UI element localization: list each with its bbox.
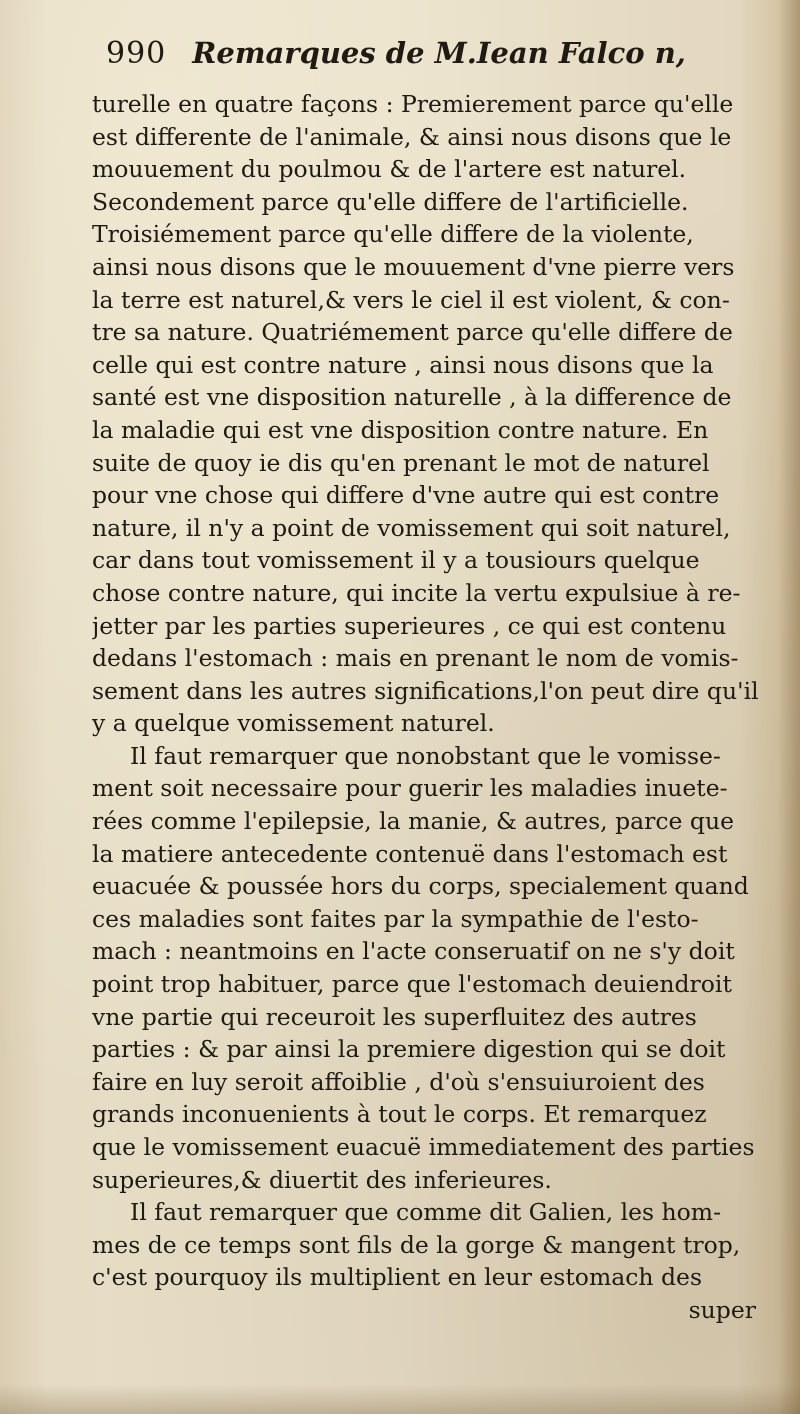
text-line: tre sa nature. Quatriémement parce qu'elle differe de [92, 318, 733, 347]
text-line: Secondement parce qu'elle differe de l'artificielle. [92, 187, 689, 216]
text-line: euacuée & poussée hors du corps, specialement quand [92, 872, 749, 901]
page-number: 990 [106, 36, 167, 71]
text-line: la maladie qui est vne disposition contre nature. En [92, 415, 709, 444]
paragraph-start-line: Il faut remarquer que comme dit Galien, les hom- [130, 1198, 722, 1227]
text-line: mach : neantmoins en l'acte conseruatif on ne s'y doit [92, 937, 735, 966]
catchword: super [688, 1295, 756, 1324]
text-line: rées comme l'epilepsie, la manie, & autres, parce que [92, 807, 734, 836]
text-line: est differente de l'animale, & ainsi nous disons que le [92, 122, 732, 151]
text-line: ment soit necessaire pour guerir les maladies inuete- [92, 774, 728, 803]
text-line: superieures,& diuertit des inferieures. [92, 1165, 552, 1194]
text-line: grands inconuenients à tout le corps. Et remarquez [92, 1100, 707, 1129]
text-line: ces maladies sont faites par la sympathie de l'esto- [92, 904, 699, 933]
text-line: suite de quoy ie dis qu'en prenant le mot de naturel [92, 448, 710, 477]
text-line: dedans l'estomach : mais en prenant le nom de vomis- [92, 644, 739, 673]
page-bottom-shadow [0, 1384, 800, 1414]
text-block [92, 36, 762, 1327]
text-line: chose contre nature, qui incite la vertu expulsiue à re- [92, 578, 741, 607]
text-line: que le vomissement euacuë immediatement des parties [92, 1133, 755, 1161]
page-edge-shadow [778, 0, 800, 1414]
text-line: y a quelque vomissement naturel. [92, 709, 495, 738]
text-line: ainsi nous disons que le mouuement d'vne pierre vers [92, 252, 735, 281]
catchword-row [92, 1294, 762, 1327]
text-line: nature, il n'y a point de vomissement qui soit naturel, [92, 513, 731, 542]
text-line: jetter par les parties superieures , ce qui est contenu [92, 611, 727, 640]
text-line: la matiere antecedente contenuë dans l'estomach est [92, 839, 728, 868]
running-head: Remarques de M.Iean Falco n, [192, 36, 686, 70]
text-line: car dans tout vomissement il y a tousiours quelque [92, 546, 700, 575]
text-line: parties : & par ainsi la premiere digestion qui se doit [92, 1035, 726, 1064]
paragraph-start-line: Il faut remarquer que nonobstant que le vomisse- [130, 741, 721, 770]
text-line: faire en luy seroit affoiblie , d'où s'ensuiuroient des [92, 1067, 705, 1096]
text-line: mes de ce temps sont fils de la gorge & mangent trop, [92, 1230, 741, 1259]
text-line: sement dans les autres significations,l'on peut dire qu'il [92, 676, 759, 705]
page-header [106, 36, 762, 88]
text-line: santé est vne disposition naturelle , à la difference de [92, 383, 732, 412]
text-line: turelle en quatre façons : Premierement parce qu'elle [92, 90, 734, 118]
text-line: pour vne chose qui differe d'vne autre qui est contre [92, 481, 720, 510]
text-line: mouuement du poulmou & de l'artere est naturel. [92, 155, 687, 184]
text-line: point trop habituer, parce que l'estomach deuiendroit [92, 970, 732, 999]
text-line: celle qui est contre nature , ainsi nous disons que la [92, 350, 714, 379]
text-line: Troisiémement parce qu'elle differe de la violente, [92, 220, 694, 249]
text-line: vne partie qui receuroit les superfluitez des autres [92, 1002, 697, 1031]
text-line: c'est pourquoy ils multiplient en leur estomach des [92, 1263, 703, 1292]
text-line: la terre est naturel,& vers le ciel il est violent, & con- [92, 285, 730, 314]
